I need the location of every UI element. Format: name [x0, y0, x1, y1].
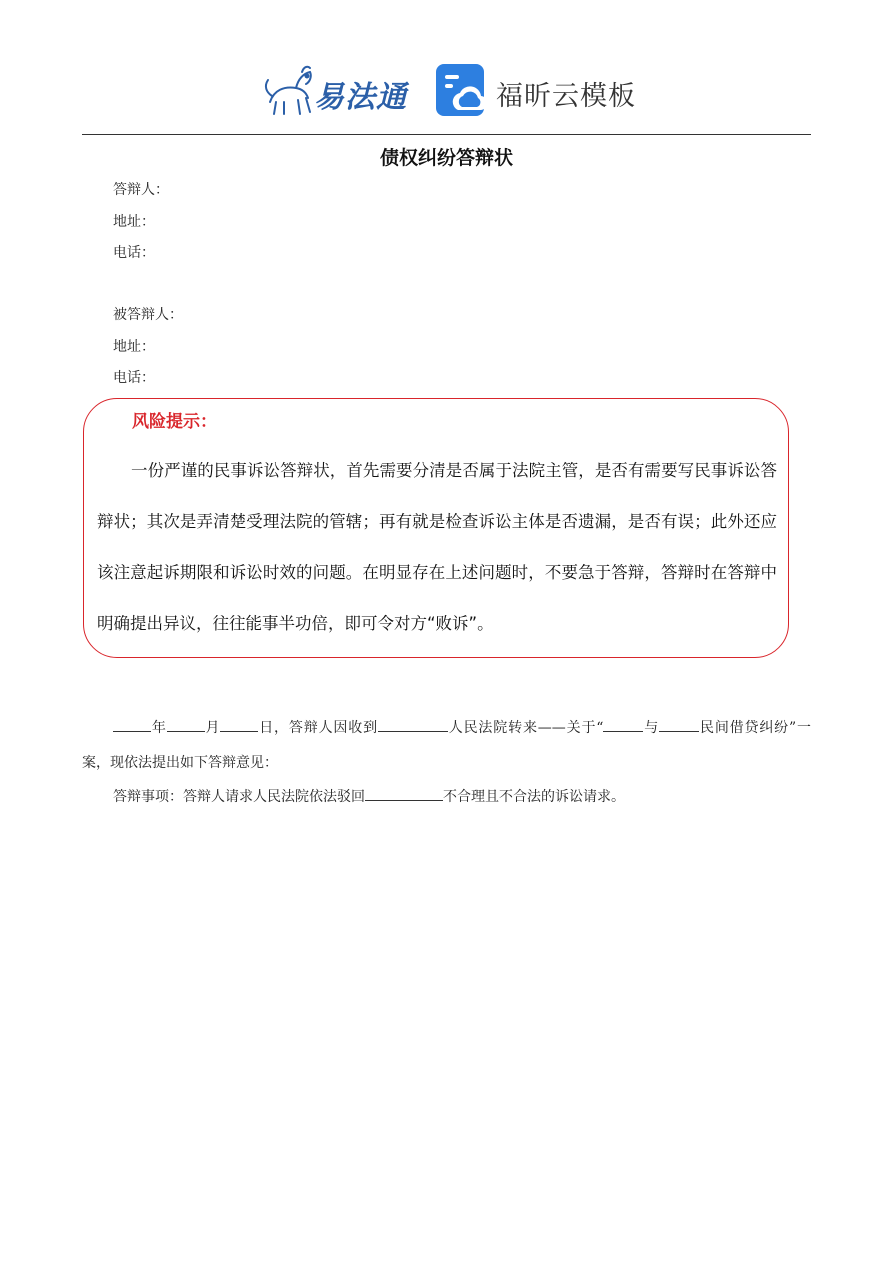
- defendant-phone-label: 电话：: [113, 370, 155, 386]
- cloud-template-icon: [436, 64, 486, 116]
- header: [0, 58, 893, 122]
- defendant-label: 被答辩人：: [113, 307, 183, 323]
- month-text: 月: [204, 720, 221, 736]
- fuxin-logo: [436, 64, 636, 118]
- answer-intro-paragraph: [82, 711, 811, 781]
- respondent-address-label: 地址：: [113, 214, 155, 230]
- answer-matters-lead: 答辩事项：答辩人请求人民法院依法驳回: [113, 789, 365, 805]
- plaintiff-blank: [603, 717, 643, 732]
- court-blank: [378, 717, 448, 732]
- defendant-address-label: 地址：: [113, 339, 155, 355]
- fuxin-logo-text: 福昕云模板: [496, 81, 636, 112]
- year-text: 年: [151, 720, 167, 736]
- risk-warning-title: 风险提示：: [132, 412, 217, 432]
- and-text: 与: [643, 720, 660, 736]
- document-title: 债权纠纷答辩状: [379, 147, 513, 169]
- case-tail-text: 民间借贷纠纷”一案，现依法提出如下答辩意见：: [82, 720, 812, 771]
- answer-matters-paragraph: [82, 780, 811, 815]
- respondent-label: 答辩人：: [113, 182, 169, 198]
- risk-warning-body: 一份严谨的民事诉讼答辩状，首先需要分清是否属于法院主管，是否有需要写民事诉讼答辩状；其次是弄清楚受理法院的管辖；再有就是检查诉讼主体是否遗漏，是否有误；此外还应该注意起诉期限和诉讼时效的问题。在明显存在上述问题时，不要急于答辩，答辩时在答辩中明确提出异议，往往能事半功倍，即可令对方“败诉”。: [97, 461, 777, 633]
- month-blank: [167, 717, 205, 732]
- answer-matters-tail: 不合理且不合法的诉讼请求。: [443, 789, 625, 805]
- qilin-icon: [262, 62, 318, 118]
- defendant-blank: [659, 717, 699, 732]
- yifatong-logo-text: 易法通: [314, 80, 407, 115]
- risk-warning-box: [83, 398, 789, 658]
- court-transfer-text: 人民法院转来——关于“: [447, 720, 604, 736]
- header-divider: [82, 134, 811, 135]
- year-blank: [113, 717, 151, 732]
- respondent-phone-label: 电话：: [113, 245, 155, 261]
- claim-blank: [365, 786, 443, 801]
- yifatong-logo: [262, 62, 412, 118]
- day-blank: [220, 717, 258, 732]
- day-text: 日，答辩人因收到: [258, 720, 378, 736]
